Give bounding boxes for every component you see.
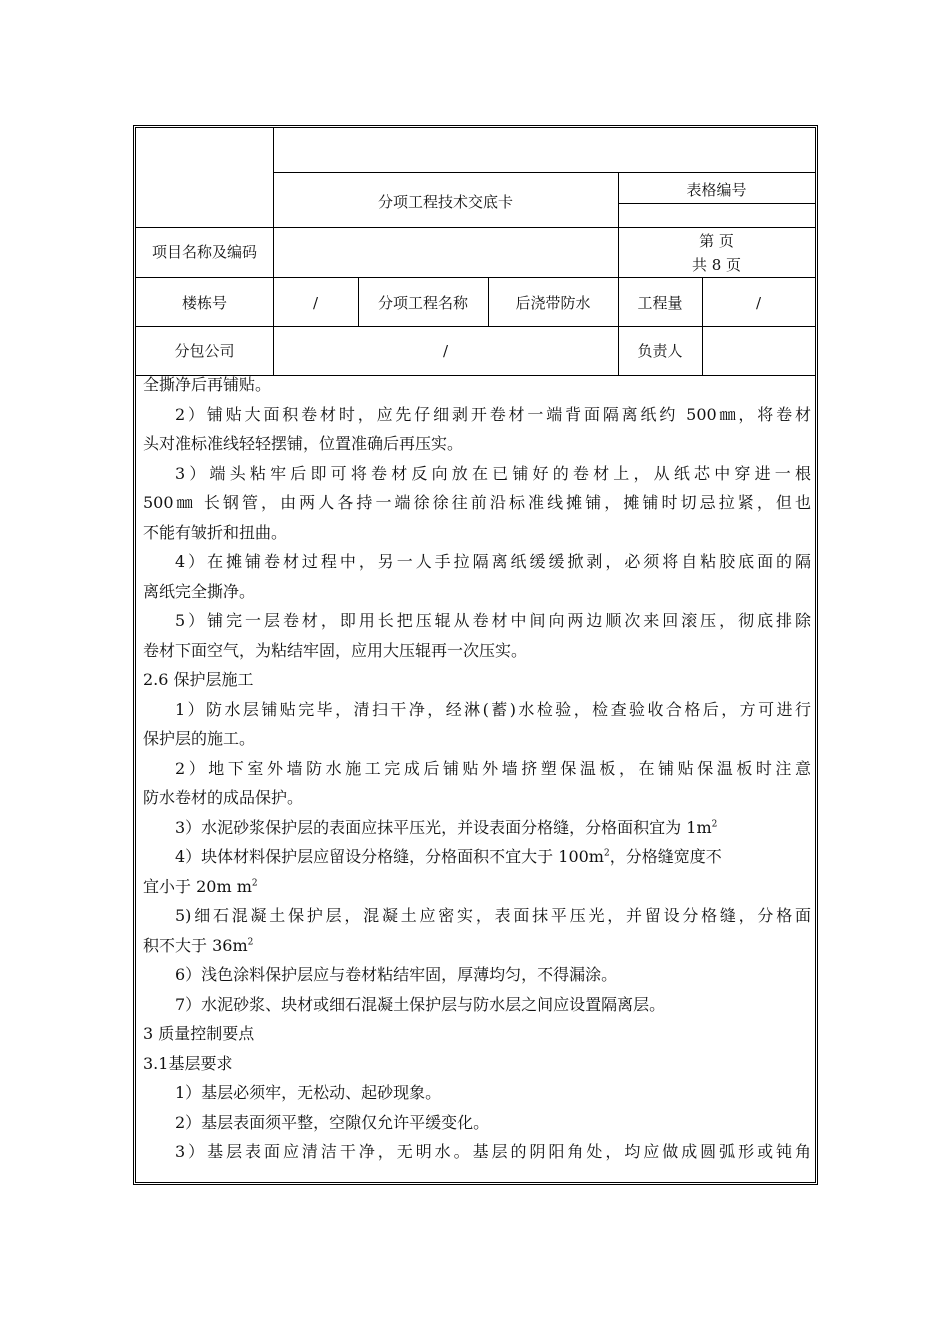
total-pages: 共 8 页 [691,256,742,274]
body-line [143,813,811,843]
responsible-label: 负责人 [637,342,683,360]
table-line [702,277,703,375]
item-name-label: 分项工程名称 [377,294,468,312]
body-line [143,931,811,961]
table-line [136,277,815,278]
quantity-label: 工程量 [637,294,683,312]
body-line: 3）基层表面应清洁干净，无明水。基层的阴阳角处，均应做成圆弧形或钝角 [175,1142,811,1161]
subcontractor-label: 分包公司 [174,342,235,360]
body-text-span: 宜小于 20m m [143,876,252,896]
table-line [273,172,815,173]
superscript: 2 [247,937,254,948]
body-text-span: 3）水泥砂浆保护层的表面应抹平压光，并设表面分格缝，分格面积宜为 1m [175,817,712,837]
body-line: 5）铺完一层卷材，即用长把压辊从卷材中间向两边顺次来回滚压，彻底排除 [175,611,811,630]
document-title: 分项工程技术交底卡 [377,193,513,211]
building-no-label: 楼栋号 [181,294,227,312]
table-line [136,227,815,228]
body-text-span: 积不大于 36m [143,935,248,955]
table-line [273,128,274,375]
superscript: 2 [251,878,258,889]
disclosure-body [143,370,811,1167]
project-name-label: 项目名称及编码 [151,243,257,261]
body-line: 1）防水层铺贴完毕，清扫干净，经淋(蓄)水检验，检查验收合格后，方可进行 [175,699,811,719]
body-line: 2）基层表面须平整，空隙仅允许平缓变化。 [175,1112,490,1132]
body-text-span: 4）块体材料保护层应留设分格缝，分格面积不宜大于 100m [175,847,604,866]
building-no-value[interactable]: / [312,294,319,312]
page-number: 第 页 [699,232,734,250]
superscript: 2 [603,848,610,859]
table-line [136,326,815,327]
body-line: 6）浅色涂料保护层应与卷材粘结牢固，厚薄均匀，不得漏涂。 [175,965,618,984]
body-line: 卷材下面空气，为粘结牢固，应用大压辊再一次压实。 [143,640,528,660]
section-heading: 2.6 保护层施工 [143,670,254,689]
body-line [143,872,811,902]
body-line: 4）在摊铺卷材过程中，另一人手拉隔离纸缓缓掀剥，必须将自粘胶底面的隔 [175,552,811,571]
body-line: 3）端头粘牢后即可将卷材反向放在已铺好的卷材上，从纸芯中穿进一根 [175,463,811,483]
body-line [143,842,811,872]
body-line: 不能有皱折和扭曲。 [143,522,288,542]
body-line: 500㎜ 长钢管，由两人各持一端徐徐往前沿标准线摊铺，摊铺时切忌拉紧，但也 [143,493,811,512]
section-heading: 3.1基层要求 [143,1053,233,1073]
body-line: 离纸完全撕净。 [143,581,256,601]
body-line: 1）基层必须牢，无松动、起砂现象。 [175,1083,442,1102]
section-heading: 3 质量控制要点 [143,1024,255,1043]
body-text-span: ，分格缝宽度不 [609,847,722,866]
item-name-value[interactable]: 后浇带防水 [515,294,591,312]
table-line [618,203,815,204]
body-line: 全撕净后再铺贴。 [143,375,272,394]
body-line: 5)细石混凝土保护层，混凝土应密实，表面抹平压光，并留设分格缝，分格面 [175,906,811,925]
body-line: 2）铺贴大面积卷材时，应先仔细剥开卷材一端背面隔离纸约 500㎜，将卷材 [175,404,811,424]
body-line: 2）地下室外墙防水施工完成后铺贴外墙挤塑保温板，在铺贴保温板时注意 [175,758,811,778]
superscript: 2 [711,819,718,830]
body-line: 防水卷材的成品保护。 [143,788,304,807]
body-line: 保护层的施工。 [143,729,256,748]
body-line: 7）水泥砂浆、块材或细石混凝土保护层与防水层之间应设置隔离层。 [175,994,666,1014]
body-line: 头对准标准线轻轻摆铺，位置准确后再压实。 [143,434,464,453]
quantity-value[interactable]: / [755,294,762,312]
form-number-label: 表格编号 [686,181,747,199]
subcontractor-value[interactable]: / [442,342,449,360]
